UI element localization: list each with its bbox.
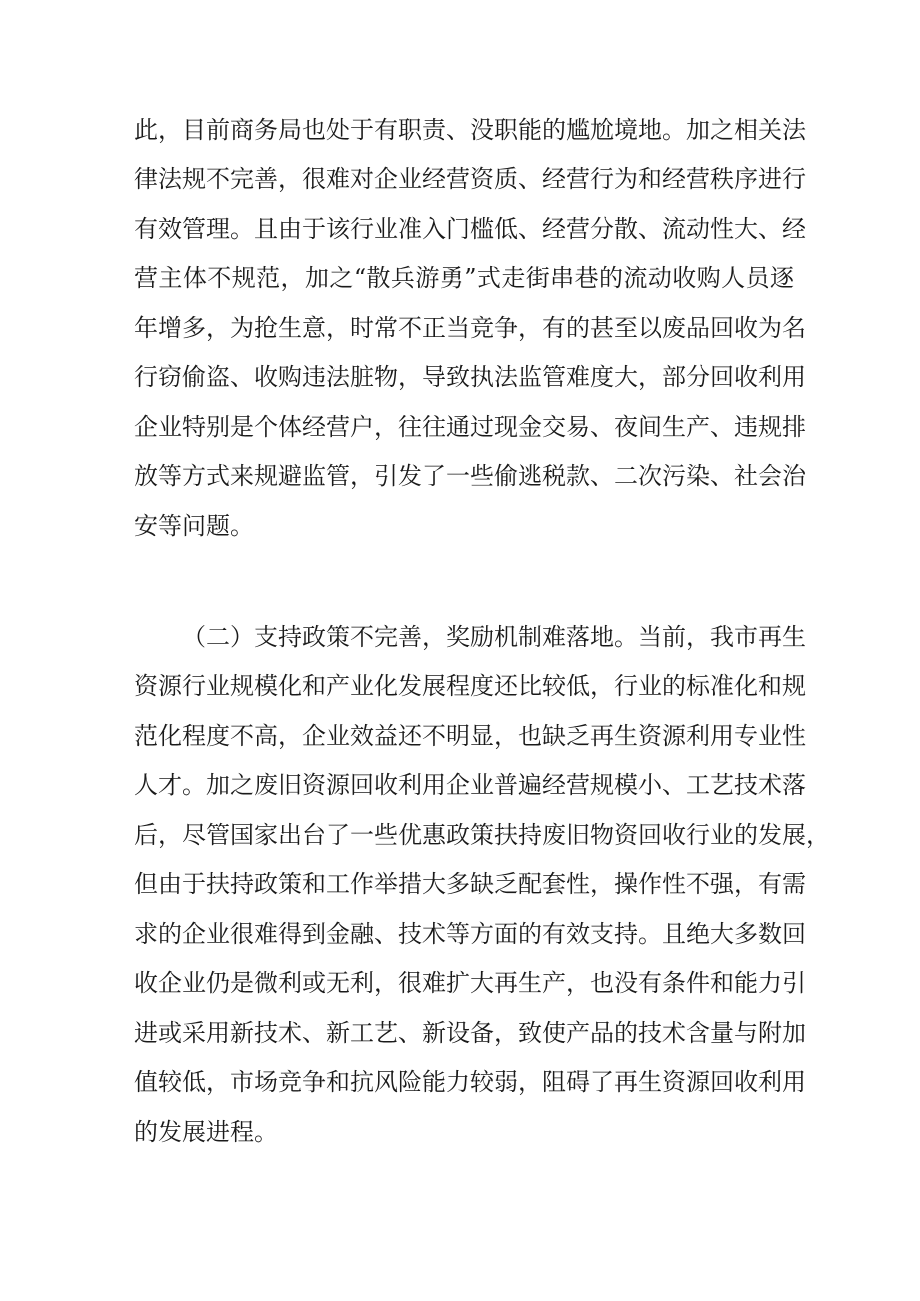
paragraph-line: 行窃偷盗、收购违法脏物，导致执法监管难度大，部分回收利用: [134, 363, 806, 391]
paragraph-line: 范化程度不高，企业效益还不明显，也缺乏再生资源利用专业性: [134, 722, 806, 750]
paragraph-line: 但由于扶持政策和工作举措大多缺乏配套性，操作性不强，有需: [134, 870, 806, 898]
paragraph-line: 值较低，市场竞争和抗风险能力较弱，阻碍了再生资源回收利用: [134, 1068, 806, 1096]
paragraph-line: 年增多，为抢生意，时常不正当竞争，有的甚至以废品回收为名: [134, 314, 806, 342]
paragraph-line: 人才。加之废旧资源回收利用企业普遍经营规模小、工艺技术落: [134, 771, 806, 799]
paragraph-line: 放等方式来规避监管，引发了一些偷逃税款、二次污染、社会治: [134, 462, 806, 490]
paragraph-line: 进或采用新技术、新工艺、新设备，致使产品的技术含量与附加: [134, 1019, 806, 1047]
paragraph-line: 安等问题。: [134, 512, 254, 540]
paragraph-line: 此，目前商务局也处于有职责、没职能的尴尬境地。加之相关法: [134, 116, 806, 144]
paragraph-line: 后，尽管国家出台了一些优惠政策扶持废旧物资回收行业的发展，: [134, 821, 830, 849]
paragraph-line: 有效管理。且由于该行业准入门槛低、经营分散、流动性大、经: [134, 215, 806, 243]
paragraph-line: 求的企业很难得到金融、技术等方面的有效支持。且绝大多数回: [134, 920, 806, 948]
paragraph-line: 收企业仍是微利或无利，很难扩大再生产，也没有条件和能力引: [134, 969, 806, 997]
paragraph-line: 资源行业规模化和产业化发展程度还比较低，行业的标准化和规: [134, 672, 806, 700]
paragraph-line: 的发展进程。: [134, 1118, 278, 1146]
paragraph-line: （二）支持政策不完善，奖励机制难落地。当前，我市再生: [182, 623, 806, 651]
paragraph-line: 企业特别是个体经营户，往往通过现金交易、夜间生产、违规排: [134, 413, 806, 441]
paragraph-line: 营主体不规范，加之“散兵游勇”式走街串巷的流动收购人员逐: [134, 264, 794, 292]
paragraph-line: 律法规不完善，很难对企业经营资质、经营行为和经营秩序进行: [134, 165, 806, 193]
